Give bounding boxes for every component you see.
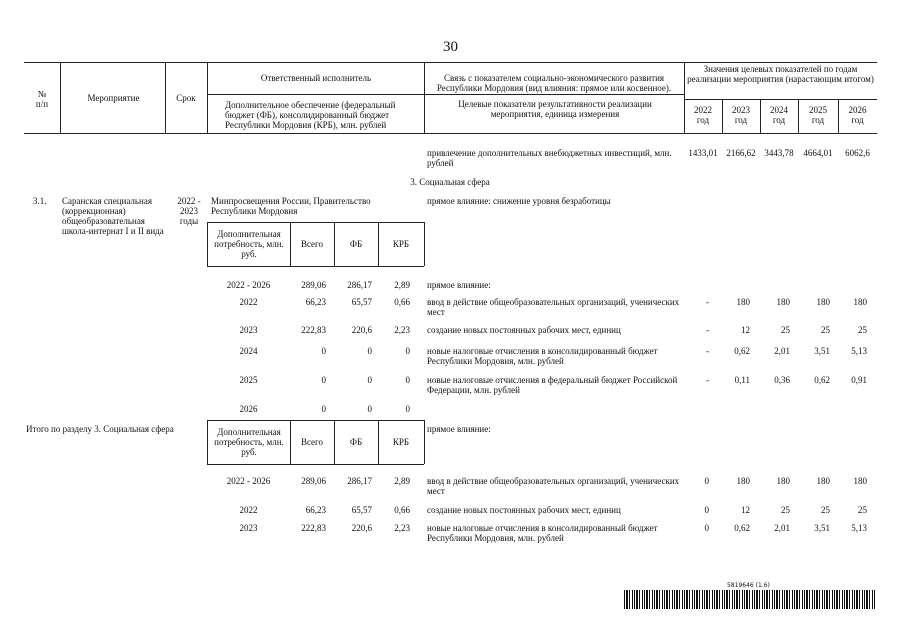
funding-krb: 0 — [405, 375, 410, 385]
indicator-value: 0,11 — [734, 375, 750, 385]
total-indicator-value: 2,01 — [774, 523, 790, 533]
total-indicator-value: 0,62 — [734, 523, 750, 533]
funding-krb: 0 — [405, 346, 410, 356]
total-funding-period: 2022 — [239, 505, 258, 515]
item-number: 3.1. — [33, 196, 47, 206]
total-indicator-text: ввод в действие общеобразовательных организаций, ученических мест — [427, 476, 680, 496]
funding-krb: 0 — [405, 404, 410, 414]
funding-krb: 0,66 — [394, 297, 410, 307]
total-funding-fb: 65,57 — [351, 505, 372, 515]
indicator-value: - — [706, 375, 709, 385]
funding-fb: 286,17 — [347, 280, 372, 290]
header-year-2026: 2026 год — [848, 105, 867, 125]
total-subhead-krb: КРБ — [392, 437, 410, 447]
header-responsible: Ответственный исполнитель — [260, 73, 372, 83]
item-subhead-need: Дополнительная потребность, млн. руб. — [214, 229, 284, 259]
total-funding-fb: 220,6 — [351, 523, 372, 533]
total-title: Итого по разделу 3. Социальная сфера — [26, 424, 174, 434]
total-indicator-text: создание новых постоянных рабочих мест, единиц — [427, 505, 621, 515]
total-indicator-value: 180 — [853, 476, 867, 486]
total-funding-total: 222,83 — [301, 523, 326, 533]
indicator-value: 25 — [781, 325, 790, 335]
indicator-text: ввод в действие общеобразовательных организаций, ученических мест — [427, 297, 680, 317]
indicator-value: 180 — [736, 297, 750, 307]
total-funding-krb: 2,89 — [394, 476, 410, 486]
funding-total: 0 — [321, 346, 326, 356]
total-subhead-fb: ФБ — [349, 437, 363, 447]
indicator-value: 5,13 — [851, 346, 867, 356]
indicator-value: 25 — [858, 325, 867, 335]
page-number: 30 — [443, 39, 458, 55]
funding-period: 2023 — [239, 325, 258, 335]
section-title: 3. Социальная сфера — [410, 177, 490, 187]
funding-fb: 220,6 — [351, 325, 372, 335]
total-subhead-need: Дополнительная потребность, млн. руб. — [214, 427, 284, 457]
funding-period: 2024 — [239, 346, 258, 356]
header-year-2023: 2023 год — [732, 105, 750, 125]
indicator-value: 0,36 — [774, 375, 790, 385]
top-row-value: 1433,01 — [688, 148, 718, 158]
total-indicator-value: 12 — [741, 505, 750, 515]
funding-total: 66,23 — [305, 297, 326, 307]
total-funding-period: 2023 — [239, 523, 258, 533]
indicator-value: 12 — [741, 325, 750, 335]
funding-krb: 2,89 — [394, 280, 410, 290]
indicator-value: 25 — [821, 325, 830, 335]
item-name: Саранская специальная (коррекционная) общеобразовательная школа-интернат I и II вида — [62, 196, 164, 236]
item-responsible: Минпросвещения России, Правительство Республики Мордовия — [211, 196, 371, 216]
funding-fb: 0 — [367, 346, 372, 356]
funding-total: 0 — [321, 375, 326, 385]
funding-fb: 0 — [367, 404, 372, 414]
item-term: 2022 - 2023 годы — [177, 196, 201, 226]
item-subhead-krb: КРБ — [392, 239, 410, 249]
item-subhead-fb: ФБ — [349, 239, 363, 249]
total-indicator-value: 25 — [858, 505, 867, 515]
total-funding-krb: 2,23 — [394, 523, 410, 533]
item-subhead-total: Всего — [300, 239, 324, 249]
indicator-value: - — [706, 346, 709, 356]
barcode-text: 5819646 (1.6) — [727, 582, 770, 589]
funding-period: 2025 — [239, 375, 258, 385]
header-link: Связь с показателем социально-экономического развития Республики Мордовия (вид влияния: прямое или косвенное). — [436, 73, 672, 93]
top-row-text: привлечение дополнительных внебюджетных инвестиций, млн. рублей — [427, 148, 672, 168]
indicator-value: - — [706, 297, 709, 307]
top-row-value: 2166,62 — [726, 148, 756, 158]
item-influence-note: прямое влияние: снижение уровня безработицы — [427, 196, 611, 206]
indicator-value: - — [706, 325, 709, 335]
total-indicator-text: новые налоговые отчисления в консолидированный бюджет Республики Мордовия, млн. рублей — [427, 523, 658, 543]
total-funding-total: 289,06 — [301, 476, 326, 486]
indicator-text: прямое влияние: — [427, 280, 491, 290]
header-values-title: Значения целевых показателей по годам реализации мероприятия (нарастающим итогом) — [687, 64, 874, 84]
funding-fb: 65,57 — [351, 297, 372, 307]
header-year-2024: 2024 год — [770, 105, 788, 125]
top-row-value: 6062,6 — [845, 148, 870, 158]
total-indicator-value: 5,13 — [851, 523, 867, 533]
header-term: Срок — [176, 93, 196, 103]
funding-total: 289,06 — [301, 280, 326, 290]
top-row-value: 3443,78 — [764, 148, 794, 158]
total-funding-period: 2022 - 2026 — [226, 476, 271, 486]
total-indicator-value: 25 — [781, 505, 790, 515]
indicator-value: 0,62 — [734, 346, 750, 356]
indicator-text: создание новых постоянных рабочих мест, единиц — [427, 325, 621, 335]
indicator-value: 180 — [816, 297, 830, 307]
header-num: № п/п — [35, 89, 49, 109]
total-indicator-value: 3,51 — [814, 523, 830, 533]
indicator-text: новые налоговые отчисления в консолидированный бюджет Республики Мордовия, млн. рублей — [427, 346, 658, 366]
header-year-2025: 2025 год — [809, 105, 827, 125]
indicator-text: новые налоговые отчисления в федеральный бюджет Российской Федерации, млн. рублей — [427, 375, 678, 395]
indicator-value: 0,62 — [814, 375, 830, 385]
funding-total: 222,83 — [301, 325, 326, 335]
total-subhead-total: Всего — [300, 437, 324, 447]
total-funding-fb: 286,17 — [347, 476, 372, 486]
total-indicator-value: 180 — [736, 476, 750, 486]
total-indicator-value: 0 — [704, 476, 709, 486]
funding-krb: 2,23 — [394, 325, 410, 335]
header-targets: Целевые показатели результативности реализации мероприятия, единица измерения — [458, 99, 652, 119]
total-influence: прямое влияние: — [427, 424, 491, 434]
indicator-value: 2,01 — [774, 346, 790, 356]
funding-fb: 0 — [367, 375, 372, 385]
total-indicator-value: 0 — [704, 505, 709, 515]
header-event: Мероприятие — [87, 93, 140, 103]
indicator-value: 180 — [853, 297, 867, 307]
funding-total: 0 — [321, 404, 326, 414]
total-funding-krb: 0,66 — [394, 505, 410, 515]
indicator-value: 0,91 — [851, 375, 867, 385]
funding-period: 2026 — [239, 404, 258, 414]
total-indicator-value: 0 — [704, 523, 709, 533]
total-funding-total: 66,23 — [305, 505, 326, 515]
top-row-value: 4664,01 — [803, 148, 833, 158]
funding-period: 2022 — [239, 297, 258, 307]
header-year-2022: 2022 год — [694, 105, 712, 125]
indicator-value: 3,51 — [814, 346, 830, 356]
total-indicator-value: 180 — [776, 476, 790, 486]
total-indicator-value: 180 — [816, 476, 830, 486]
total-indicator-value: 25 — [821, 505, 830, 515]
funding-period: 2022 - 2026 — [226, 280, 271, 290]
barcode — [624, 590, 876, 609]
indicator-value: 180 — [776, 297, 790, 307]
header-funding: Дополнительное обеспечение (федеральный бюджет (ФБ), консолидированный бюджет Республики Мордовия (КРБ), млн. рублей — [225, 100, 396, 130]
